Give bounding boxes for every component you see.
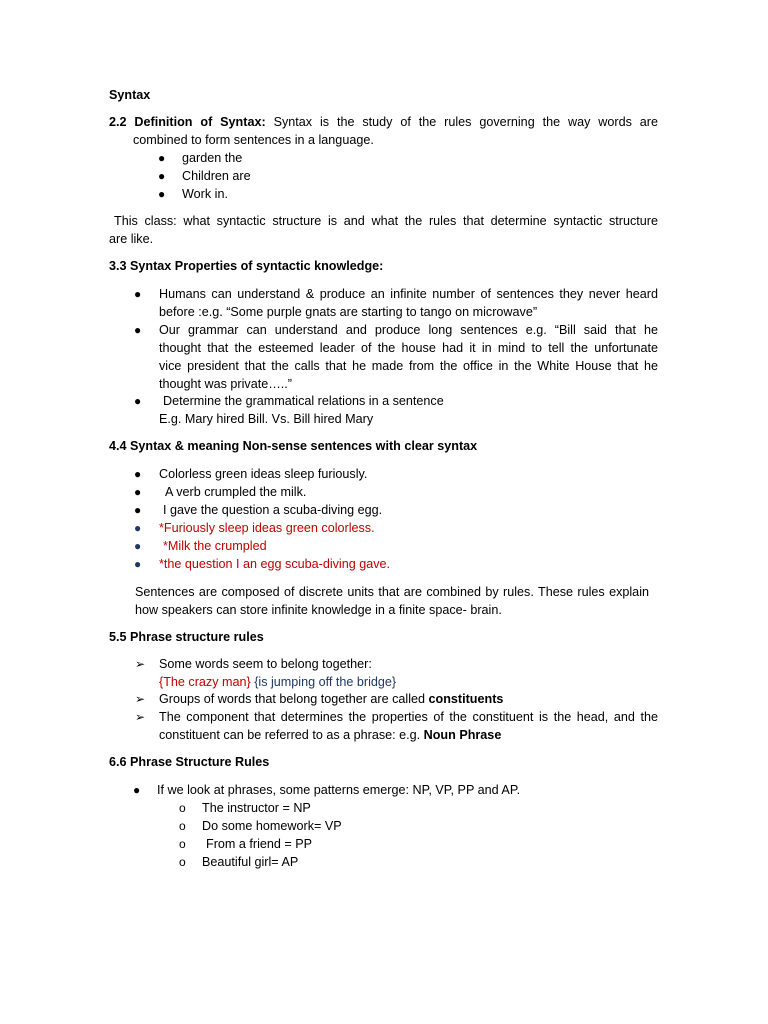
circle-bullet-icon: o (179, 855, 186, 869)
property-2-line-4: thought was private…..” (159, 377, 292, 391)
list-item: Work in. (182, 187, 228, 201)
ungrammatical-example: *Furiously sleep ideas green colorless. (159, 521, 375, 535)
definition-heading: 2.2 Definition of Syntax: (109, 115, 266, 129)
bullet-icon: ● (134, 323, 142, 337)
phrase-item-3-text: constituent can be referred to as a phrase: e.g. (159, 728, 424, 742)
section-heading-4-4: 4.4 Syntax & meaning Non-sense sentences with clear syntax (109, 439, 478, 453)
sub-list-item: Do some homework= VP (202, 819, 342, 833)
property-1-line-1: Humans can understand & produce an infinite number of sentences they never heard (159, 287, 658, 301)
list-item: A verb crumpled the milk. (165, 485, 307, 499)
bullet-icon: ● (134, 539, 142, 553)
bullet-icon: ● (134, 521, 142, 535)
constituent-np: {The crazy man} (159, 675, 251, 689)
list-item: I gave the question a scuba-diving egg. (163, 503, 383, 517)
sentences-para-line-2: how speakers can store infinite knowledge in a finite space- brain. (135, 603, 502, 617)
definition-text: Syntax is the study of the rules governing the way words are (273, 115, 658, 129)
class-para-line-2: are like. (109, 232, 154, 246)
arrow-bullet-icon: ➢ (135, 692, 146, 706)
phrase-item-3-line-2 (159, 726, 501, 744)
bullet-icon: ● (133, 783, 141, 797)
property-3-line-2: E.g. Mary hired Bill. Vs. Bill hired Mary (159, 412, 374, 426)
section-heading-3-3: 3.3 Syntax Properties of syntactic knowledge: (109, 259, 384, 273)
definition-line-2: combined to form sentences in a language. (133, 133, 374, 147)
bullet-icon: ● (134, 503, 142, 517)
patterns-item: If we look at phrases, some patterns emerge: NP, VP, PP and AP. (157, 783, 521, 797)
class-para-line-1: This class: what syntactic structure is and what the rules that determine syntactic structure (114, 214, 658, 228)
bullet-icon: ● (134, 287, 142, 301)
sentences-para-line-1: Sentences are composed of discrete units that are combined by rules. These rules explain (135, 585, 649, 599)
ungrammatical-example: *the question I an egg scuba-diving gave. (159, 557, 391, 571)
property-2-line-2: thought that the esteemed leader of the house had it in mind to tell the unfortunate (159, 341, 658, 355)
bullet-icon: ● (158, 187, 166, 201)
definition-line-1 (109, 113, 658, 131)
phrase-item-2 (159, 690, 503, 708)
property-3-line-1: Determine the grammatical relations in a sentence (163, 394, 444, 408)
ungrammatical-example: *Milk the crumpled (163, 539, 267, 553)
bullet-icon: ● (134, 557, 142, 571)
property-2-line-3: vice president that the calls that he made from the office in the White House that he (159, 359, 658, 373)
bullet-icon: ● (134, 485, 142, 499)
constituent-example (159, 673, 396, 691)
constituents-term: constituents (428, 692, 504, 706)
list-item: Colorless green ideas sleep furiously. (159, 467, 368, 481)
bullet-icon: ● (134, 467, 142, 481)
phrase-item-1: Some words seem to belong together: (159, 657, 372, 671)
bullet-icon: ● (158, 151, 166, 165)
sub-list-item: From a friend = PP (206, 837, 313, 851)
arrow-bullet-icon: ➢ (135, 710, 146, 724)
bullet-icon: ● (134, 394, 142, 408)
phrase-item-2-text: Groups of words that belong together are called (159, 692, 429, 706)
bullet-icon: ● (158, 169, 166, 183)
section-heading-6-6: 6.6 Phrase Structure Rules (109, 755, 270, 769)
list-item: garden the (182, 151, 243, 165)
list-item: Children are (182, 169, 251, 183)
circle-bullet-icon: o (179, 819, 186, 833)
sub-list-item: Beautiful girl= AP (202, 855, 299, 869)
constituent-vp: {is jumping off the bridge} (254, 675, 397, 689)
property-2-line-1: Our grammar can understand and produce long sentences e.g. “Bill said that he (159, 323, 658, 337)
noun-phrase-term: Noun Phrase (423, 728, 502, 742)
sub-list-item: The instructor = NP (202, 801, 311, 815)
circle-bullet-icon: o (179, 801, 186, 815)
arrow-bullet-icon: ➢ (135, 657, 146, 671)
property-1-line-2: before :e.g. “Some purple gnats are starting to tango on microwave” (159, 305, 538, 319)
circle-bullet-icon: o (179, 837, 186, 851)
doc-title: Syntax (109, 88, 151, 102)
section-heading-5-5: 5.5 Phrase structure rules (109, 630, 264, 644)
phrase-item-3-line-1: The component that determines the properties of the constituent is the head, and the (159, 710, 658, 724)
